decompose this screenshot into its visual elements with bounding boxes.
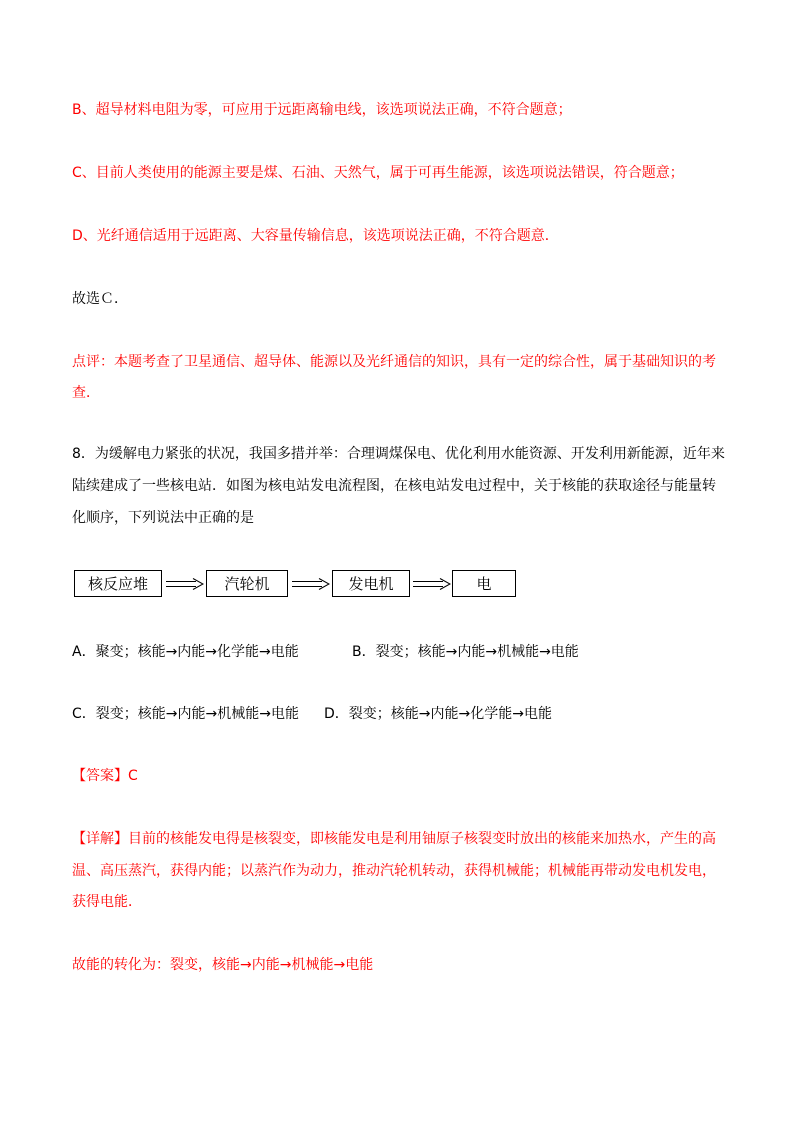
option-b-explanation: B、超导材料电阻为零，可应用于远距离输电线，该选项说法正确，不符合题意； (72, 102, 572, 118)
explanation-line-3: 获得电能． (72, 894, 142, 910)
option-c: C．裂变；核能→内能→机械能→电能 (72, 706, 299, 722)
option-d: D．裂变；核能→内能→化学能→电能 (324, 706, 552, 722)
answer-label: 【答案】C (72, 768, 138, 784)
question8-stem-line-2: 陆续建成了一些核电站．如图为核电站发电流程图，在核电站发电过程中，关于核能的获取途径与能量转 (72, 478, 716, 494)
flow-step-turbine: 汽轮机 (206, 570, 288, 597)
double-line-arrow-icon (292, 578, 330, 590)
option-c-explanation: C、目前人类使用的能源主要是煤、石油、天然气，属于可再生能源，该选项说法错误，符合题意； (72, 165, 684, 181)
question8-stem-line-3: 化顺序，下列说法中正确的是 (72, 510, 254, 526)
explanation-line-1: 【详解】目前的核能发电得是核裂变，即核能发电是利用铀原子核裂变时放出的核能来加热水，产生的高 (72, 831, 716, 847)
option-a: A．聚变；核能→内能→化学能→电能 (72, 644, 299, 660)
comment-line-1: 点评：本题考查了卫星通信、超导体、能源以及光纤通信的知识，具有一定的综合性，属于基础知识的考 (72, 354, 716, 370)
conversion-summary: 故能的转化为：裂变，核能→内能→机械能→电能 (72, 957, 374, 973)
option-d-explanation: D、光纤通信适用于远距离、大容量传输信息，该选项说法正确，不符合题意． (72, 228, 559, 244)
explanation-line-2: 温、高压蒸汽，获得内能；以蒸汽作为动力，推动汽轮机转动，获得机械能；机械能再带动发电机发电， (72, 863, 716, 879)
option-b: B．裂变；核能→内能→机械能→电能 (352, 644, 579, 660)
double-line-arrow-icon (166, 578, 204, 590)
previous-conclusion: 故选Ｃ． (72, 291, 128, 307)
question8-stem-line-1: 8．为缓解电力紧张的状况，我国多措并举：合理调煤保电、优化利用水能资源、开发利用新能源，近年来 (72, 446, 725, 462)
flow-step-reactor: 核反应堆 (74, 570, 162, 597)
double-line-arrow-icon (413, 578, 451, 590)
comment-line-2: 查． (72, 385, 100, 401)
flow-step-electricity: 电 (452, 570, 516, 597)
flow-step-generator: 发电机 (332, 570, 410, 597)
